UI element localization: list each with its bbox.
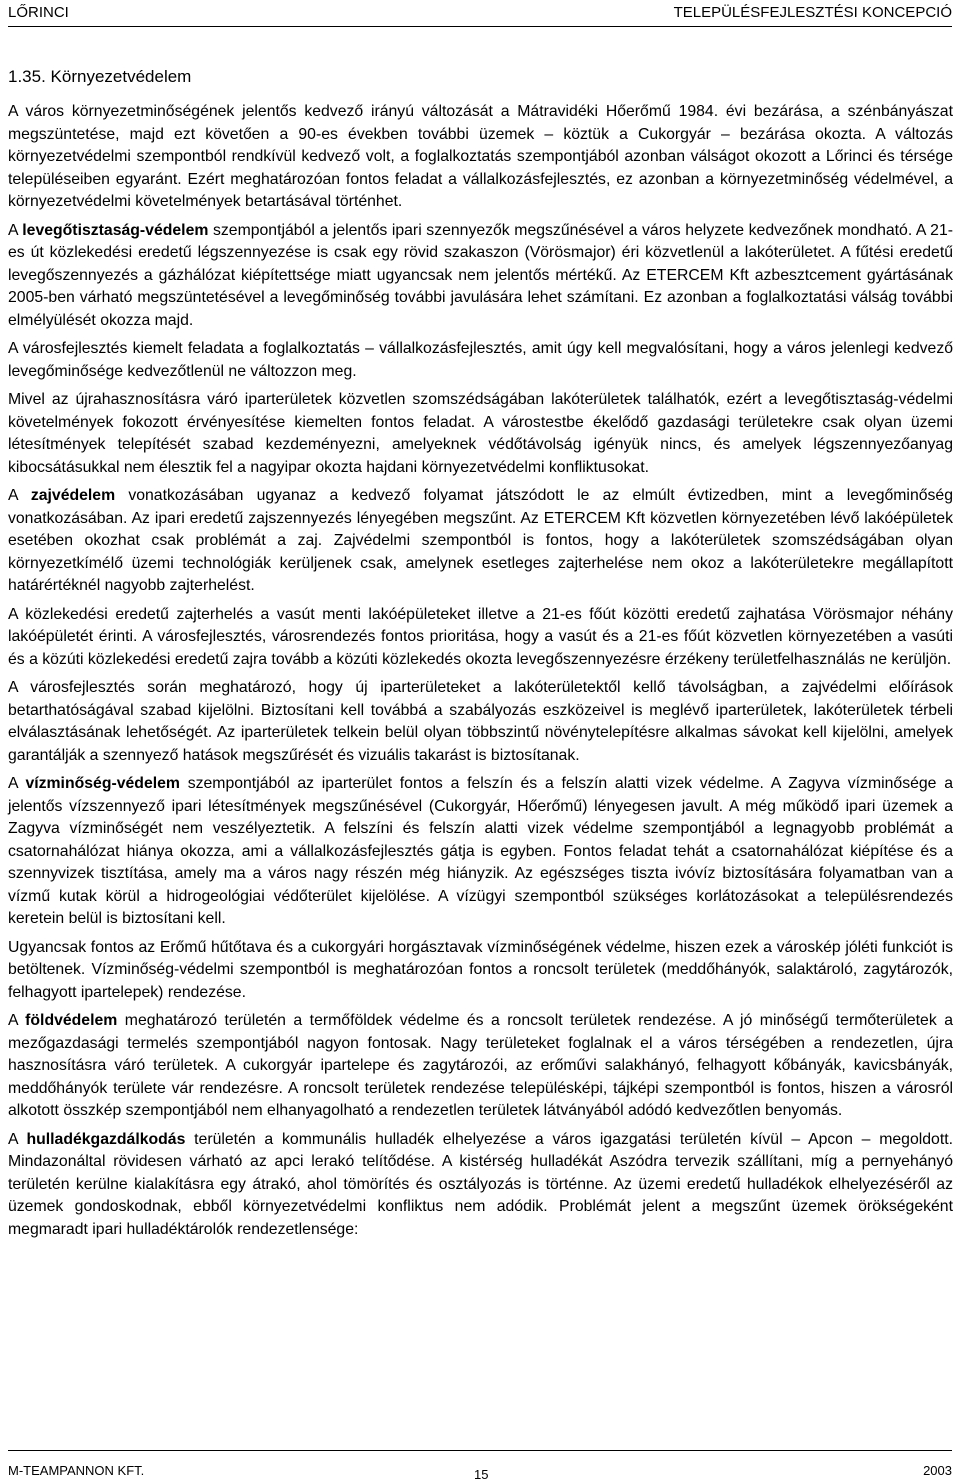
footer-year: 2003: [923, 1463, 952, 1478]
keyword-hulladekgazdalkodas: hulladékgazdálkodás: [26, 1130, 186, 1148]
keyword-foldvedelem: földvédelem: [25, 1012, 118, 1029]
paragraph-7: A városfejlesztés során meghatározó, hogy új iparterületeket a lakóterületektől kellő távolságban, a zajvédelmi előírások betarthatóságával szabad kijelölni. Biztosítani kell továbbá a szabályozás eszközeivel is meglévő iparterületek, lakóterületek térbeli elválasztásának lehetőségét. Az iparterületek telkein belül olyan többszintű növénytelepítésre alkalmas sávokat kell kijelölni, amelyek garantálják a szennyező hatások megszűrését és vizuális takarást is biztosítanak.: [8, 679, 953, 764]
paragraph-9: Ugyancsak fontos az Erőmű hűtőtava és a cukorgyári horgásztavak vízminőségének védelme, hiszen ezek a városkép jóléti funkciót is betöltenek. Vízminőség-védelmi szempontból is meghatározóan fontos a roncsolt területek (meddőhányók, salaktároló, zagytározók, felhagyott ipartelepek) rendezése.: [8, 938, 953, 1001]
keyword-vizminoseg: vízminőség-védelem: [25, 775, 180, 792]
paragraph-2: A levegőtisztaság-védelem szempontjából a jelentős ipari szennyezők megszűnésével a város helyzete kedvezőnek mondható. A 21-es út közlekedési eredetű légszennyezése is csak egy rövid szakaszon (Vörösmajor) éri közvetlenül a lakóterületet. A fűtési eredetű levegőszennyezés a gázhálózat kiépítettsége miatt ugyancsak nem jelentős mértékű. Az ETERCEM Kft azbesztcement gyártásának 2005-ben várható megszüntetésével a levegőminőség további javulására lehet számítani. Ez azonban a foglalkoztatási válság további elmélyülését okozza majd.: [8, 221, 954, 329]
paragraph-10: A földvédelem meghatározó területén a termőföldek védelme és a roncsolt területek rendezése. A jó minőségű termőterületek a mezőgazdasági termelés szempontjából nagyon fontosak. Nagy területeket foglalnak el a város térségében a rendezetlen, újra hasznosításra váró területek. A cukorgyár ipartelepe és zagytározói, az erőművi salakhányó, felhagyott kőbányák, kavicsbányák, meddőhányók területe vár rendezésre. A roncsolt területek rendezése településképi, tájképi szempontból is fontos, hiszen a városról alkotott összkép szempontjából nem elhanyagolható a rendezetlen területek látványából adódó kedvezőtlen benyomás.: [8, 1012, 953, 1119]
page-footer: [8, 1450, 952, 1482]
document-body: [8, 101, 953, 1247]
paragraph-11: A hulladékgazdálkodás területén a kommunális hulladék elhelyezése a város igazgatási területén kívül – Apcon – megoldott. Mindazonáltal rövidesen várható az apci lerakó telítődése. A kistérség hulladékát Aszódra tervezik szállítani, míg a pernyehányó területén kerülne kialakításra egy átrakó, ahol tömörítés és osztályozás is történne. Az üzemi eredetű hulladékok elhelyezéséről az üzemek gondoskodnak, ebből környezetvédelmi konfliktus nem adódik. Problémát jelent a megszűnt üzemek örökségeként megmaradt ipari hulladéktárolók rendezetlensége:: [8, 1130, 953, 1238]
paragraph-1: A város környezetminőségének jelentős kedvező irányú változását a Mátravidéki Hőerőmű 1984. évi bezárása, a szénbányászat megszüntetése, majd ezt követően a 90-es években további üzemek – köztük a Cukorgyár – bezárása okozta. A változás környezetvédelmi szempontból rendkívül kedvező volt, a foglalkoztatás szempontjából azonban válságot okozott a Lőrinci és térsége településeiben egyaránt. Ezért meghatározóan fontos feladat a vállalkozásfejlesztés, ez azonban a környezetminőség védelmével, a környezetvédelmi követelmények betartásával történhet.: [8, 103, 953, 210]
page-header: [8, 0, 952, 27]
paragraph-8: A vízminőség-védelem szempontjából az iparterület fontos a felszín és a felszín alatti vizek védelme. A Zagyva vízminősége a jelentős vízszennyező ipari létesítmények megszűnésével (Cukorgyár, Hőerőmű) lényegesen javult. A még működő ipari üzemek a Zagyva vízminőségét nem veszélyeztetik. A felszíni és felszín alatti vizek védelme szempontjából a legnagyobb problémát a csatornahálózat hiánya okozza, ami a vállalkozásfejlesztés gátja is egyben. Fontos feladat tehát a csatornahálózat kiépítése és a szennyvizek tisztítása, amely ma a város nagy részén még hiányzik. Az egészséges tiszta ivóvíz biztosítására folyamatban van a vízmű kutak körül a hidrogeológiai védőterület kijelölése. A vízügyi szempontból szükséges korlátozásokat a településrendezés keretein belül is biztosítani kell.: [8, 775, 953, 927]
page-number: 15: [474, 1467, 489, 1482]
footer-company: M-TEAMPANNON KFT.: [8, 1463, 145, 1478]
section-title: 1.35. Környezetvédelem: [8, 67, 192, 86]
keyword-zajvedelem: zajvédelem: [30, 487, 116, 504]
paragraph-3: A városfejlesztés kiemelt feladata a foglalkoztatás – vállalkozásfejlesztés, amit úgy kell megvalósítani, hogy a város jelenlegi kedvező levegőminősége kedvezőtlenül ne változzon meg.: [8, 340, 953, 380]
paragraph-6: A közlekedési eredetű zajterhelés a vasút menti lakóépületeket illetve a 21-es főút közötti eredetű zajhatása Vörösmajor néhány lakóépületét érinti. A városfejlesztés, városrendezés fontos prioritása, hogy a vasút és a 21-es főút közvetlen környezetében a vasúti és a közúti közlekedési eredetű zajra tovább a közúti közlekedés okozta levegőszennyezésre érzékeny területfelhasználás ne kerüljön.: [8, 605, 953, 668]
paragraph-4: Mivel az újrahasznosításra váró iparterületek közvetlen szomszédságában lakóterületek találhatók, ezért a levegőtisztaság-védelmi követelmények fokozott érvényesítése kiemelten fontos feladat. A várostestbe ékelődő gazdasági területekre csak olyan üzemi létesítmények telepítését szabad kezdeményezni, amelyeknek védőtávolság igényük nincs, és amelyek légszennyezőanyag kibocsátásukkal nem élesztik fel a nagyipar okozta hajdani környezetvédelmi konfliktusokat.: [8, 391, 953, 476]
paragraph-5: A zajvédelem vonatkozásában ugyanaz a kedvező folyamat játszódott le az elmúlt évtizedben, mint a levegőminőség vonatkozásában. Az ipari eredetű zajszennyezés lényegében megszűnt. Az ETERCEM Kft közvetlen környezetében lévő lakóépületek esetében okozhat csak problémát a zaj. Zajvédelmi szempontból is fontos, hogy a lakóterületek szomszédságában olyan környezetkímélő üzemi technológiák kerüljenek csak, amelynek esetleges zajterhelése nem okoz a lakóterületekre megállapított határértéknél nagyobb zajterhelést.: [8, 487, 953, 594]
keyword-levegotisztasag: levegőtisztaság-védelem: [22, 221, 209, 239]
header-left-title: LŐRINCI: [8, 4, 69, 21]
header-right-title: TELEPÜLÉSFEJLESZTÉSI KONCEPCIÓ: [673, 4, 952, 21]
